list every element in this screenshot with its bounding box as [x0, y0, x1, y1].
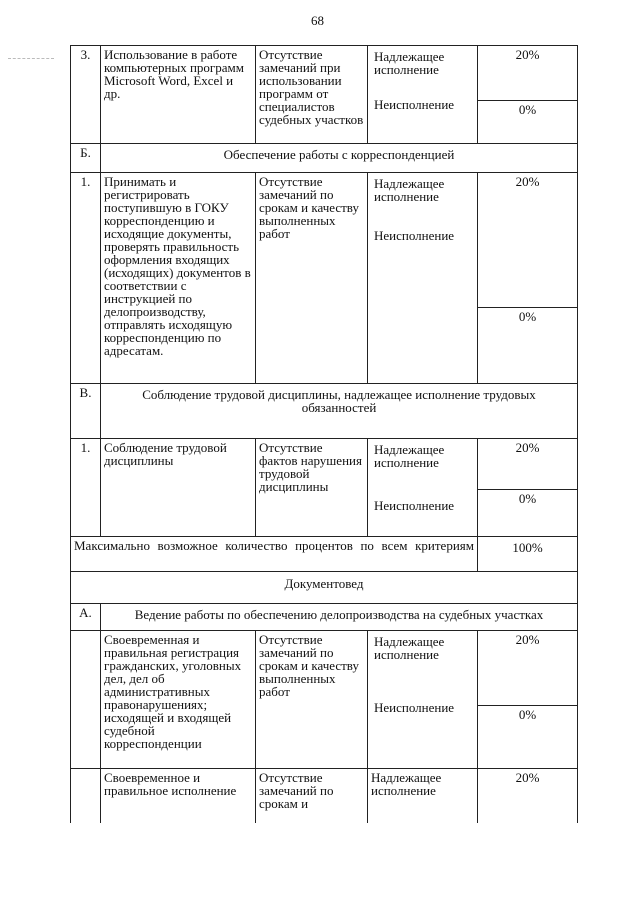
- row-number: 1.: [71, 173, 101, 384]
- bad-label: Неисполнение: [374, 498, 455, 513]
- indicator-text: Отсутствие замечаний по срокам и: [256, 769, 368, 824]
- bad-label: Неисполнение: [374, 228, 455, 243]
- bad-percent: 0%: [478, 706, 578, 769]
- good-percent: 20%: [478, 439, 578, 490]
- assessment-cell: [368, 46, 478, 144]
- indicator-text: Отсутствие замечаний при использовании программ от специалистов судебных участков: [256, 46, 368, 144]
- row-number: [71, 769, 101, 824]
- criterion-text: Принимать и регистрировать поступившую в ГОКУ корреспонденцию и исходящие документы, проверять правильность оформления входящих (исходящих) документов в соответствии с инструкцией по делопроизводству, отправлять исходящую корреспонденцию по адресатам.: [101, 173, 256, 384]
- section-row: [71, 384, 578, 439]
- criterion-text: Своевременное и правильное исполнение: [101, 769, 256, 824]
- table-row: [71, 631, 578, 706]
- criterion-text: Своевременная и правильная регистрация гражданских, уголовных дел, дел об административных правонарушениях; исходящей и входящей судебной корреспонденции: [101, 631, 256, 769]
- good-label: Надлежащее исполнение: [374, 49, 445, 77]
- good-percent: 20%: [478, 173, 578, 308]
- row-number: [71, 631, 101, 769]
- row-number: 1.: [71, 439, 101, 537]
- criterion-text: Соблюдение трудовой дисциплины: [101, 439, 256, 537]
- bad-label: Неисполнение: [374, 97, 455, 112]
- section-title: Ведение работы по обеспечению делопроизводства на судебных участках: [101, 604, 578, 631]
- good-percent: 20%: [478, 46, 578, 101]
- section-row: [71, 604, 578, 631]
- assessment-cell: [368, 173, 478, 384]
- total-value: 100%: [478, 537, 578, 572]
- section-title: Соблюдение трудовой дисциплины, надлежащее исполнение трудовых обязанностей: [101, 384, 578, 439]
- assessment-cell: [368, 439, 478, 537]
- table-row: [71, 46, 578, 101]
- criterion-text: Использование в работе компьютерных программ Microsoft Word, Excel и др.: [101, 46, 256, 144]
- bad-percent: 0%: [478, 307, 578, 384]
- table-row: [71, 769, 578, 824]
- indicator-text: Отсутствие фактов нарушения трудовой дисциплины: [256, 439, 368, 537]
- section-number: В.: [71, 384, 101, 439]
- good-label: Надлежащее исполнение: [374, 442, 445, 470]
- section-number: А.: [71, 604, 101, 631]
- good-percent: 20%: [478, 631, 578, 706]
- total-row: [71, 537, 578, 572]
- bad-label: Неисполнение: [374, 700, 455, 715]
- indicator-text: Отсутствие замечаний по срокам и качеству выполненных работ: [256, 173, 368, 384]
- good-label: Надлежащее исполнение: [368, 769, 478, 824]
- assessment-cell: [368, 631, 478, 769]
- page-number: 68: [311, 13, 324, 28]
- bad-percent: 0%: [478, 101, 578, 144]
- scan-marks: [8, 58, 54, 59]
- section-number: Б.: [71, 144, 101, 173]
- table-row: [71, 173, 578, 308]
- good-label: Надлежащее исполнение: [374, 634, 445, 662]
- section-row: [71, 144, 578, 173]
- criteria-table: [70, 45, 578, 823]
- total-label: Максимально возможное количество процентов по всем критериям: [71, 537, 478, 572]
- good-label: Надлежащее исполнение: [374, 176, 445, 204]
- good-percent: 20%: [478, 769, 578, 824]
- indicator-text: Отсутствие замечаний по срокам и качеству выполненных работ: [256, 631, 368, 769]
- role-title: Документовед: [71, 572, 578, 604]
- bad-percent: 0%: [478, 490, 578, 537]
- section-title: Обеспечение работы с корреспонденцией: [101, 144, 578, 173]
- role-row: [71, 572, 578, 604]
- row-number: 3.: [71, 46, 101, 144]
- table-row: [71, 439, 578, 490]
